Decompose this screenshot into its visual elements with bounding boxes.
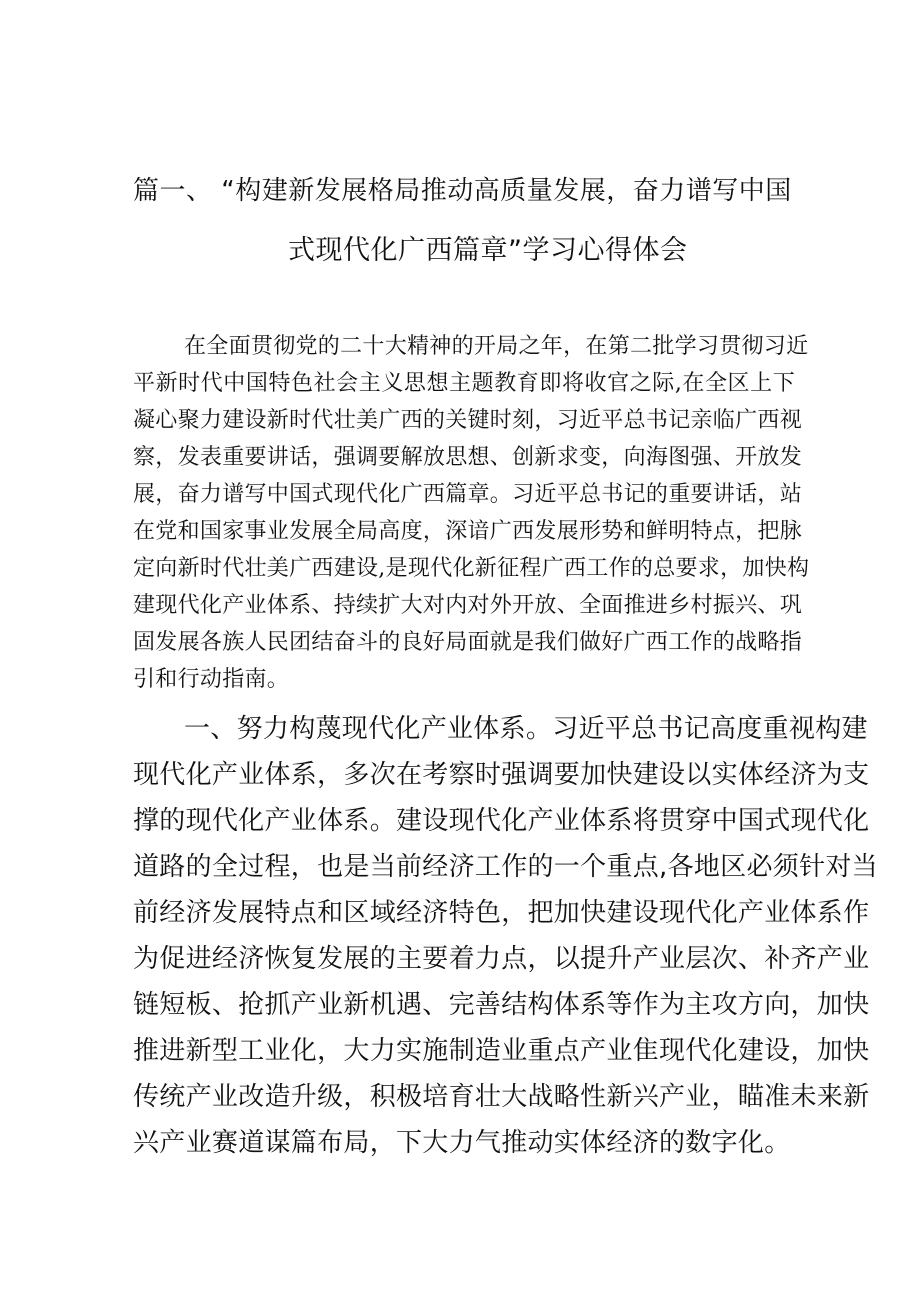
intro-line: 引和行动指南。 <box>133 667 290 692</box>
intro-line: 在全面贯彻党的二十大精神的开局之年，在第二批学习贯彻习近 <box>184 334 809 359</box>
intro-line: 建现代化产业体系、持续扩大对内对外开放、全面推进乡村振兴、巩 <box>133 593 803 618</box>
section-line: 前经济发展特点和区域经济特色，把加快建设现代化产业体系作 <box>133 898 870 928</box>
section-line: 一、努力构蔑现代化产业体系。习近平总书记高度重视构建 <box>184 714 868 744</box>
section-line: 链短板、抢抓产业新机遇、完善结构体系等作为主攻方向，加快 <box>133 990 870 1020</box>
section-line: 现代化产业体系，多次在考察时强调要加快建设以实体经济为支 <box>133 760 870 790</box>
intro-line: 固发展各族人民团结奋斗的良好局面就是我们做好广西工作的战略指 <box>133 630 803 655</box>
section-line: 兴产业赛道谋篇布局，下大力气推动实体经济的数字化。 <box>133 1128 791 1158</box>
intro-line: 在党和国家事业发展全局高度，深谙广西发展形势和鲜明特点，把脉 <box>133 519 803 544</box>
intro-line: 平新时代中国特色社会主义思想主题教育即将收官之际,在全区上下 <box>133 371 795 396</box>
document-title-line-2: 式现代化广西篇章”学习心得体会 <box>288 235 688 266</box>
section-line: 传统产业改造升级，积极培育壮大战略性新兴产业，瞄准未来新 <box>133 1082 870 1112</box>
section-line: 为促进经济恢复发展的主要着力点，以提升产业层次、补齐产业 <box>133 944 870 974</box>
intro-line: 定向新时代壮美广西建设,是现代化新征程广西工作的总要求，加快构 <box>133 556 810 581</box>
section-line: 道路的全过程，也是当前经济工作的一个重点,各地区必须针对当 <box>133 852 878 882</box>
intro-line: 展，奋力谱写中国式现代化广西篇章。习近平总书记的重要讲话，站 <box>133 482 803 507</box>
intro-line: 凝心聚力建设新时代壮美广西的关键时刻，习近平总书记亲临广西视 <box>133 408 803 433</box>
document-title-line-1: 篇一、 “构建新发展格局推动高质量发展，奋力谱写中国 <box>133 176 792 206</box>
section-line: 撑的现代化产业体系。建设现代化产业体系将贯穿中国式现代化 <box>133 806 870 836</box>
intro-line: 察，发表重要讲话，强调要解放思想、创新求变，向海图强、开放发 <box>133 445 803 470</box>
section-line: 推进新型工业化，大力实施制造业重点产业隹现代化建设，加快 <box>133 1036 870 1066</box>
